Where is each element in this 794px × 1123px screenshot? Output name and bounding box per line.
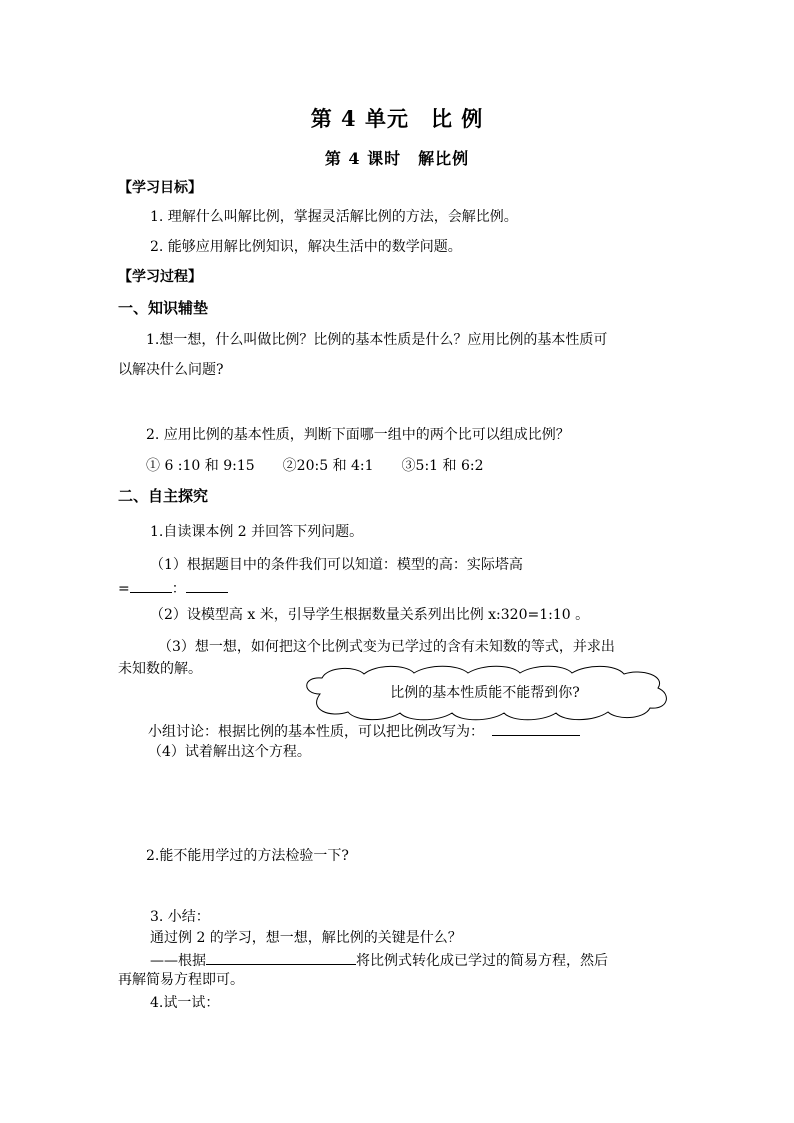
summary-prefix: ——根据 — [150, 953, 206, 969]
equals-sign: = — [118, 581, 130, 597]
part2-step3: 3. 小结： — [150, 909, 210, 925]
part2-step2: 2.能不能用学过的方法检验一下? — [146, 848, 349, 864]
part2-step1b: （2）设模型高 x 米，引导学生根据数量关系列出比例 x:320=1:10 。 — [150, 607, 590, 623]
hint-cloud-text: 比例的基本性质能不能帮到你? — [390, 685, 580, 701]
goal-item-2: 2. 能够应用解比例知识，解决生活中的数学问题。 — [150, 239, 462, 255]
ratio-blank-1[interactable] — [130, 580, 172, 593]
goals-heading: 【学习目标】 — [118, 180, 202, 196]
part2-step1c-line2: 未知数的解。 — [118, 661, 202, 677]
page-title: 第 4 单元 比 例 — [310, 106, 484, 131]
discussion-text: 小组讨论：根据比例的基本性质，可以把比例改写为： — [148, 724, 484, 740]
goal-item-1: 1. 理解什么叫解比例，掌握灵活解比例的方法，会解比例。 — [150, 209, 518, 225]
hint-cloud — [298, 664, 672, 722]
part2-step4: 4.试一试： — [150, 995, 220, 1011]
part2-heading: 二、自主探究 — [118, 487, 209, 505]
part1-q1-line1: 1.想一想，什么叫做比例？比例的基本性质是什么？应用比例的基本性质可 — [146, 332, 608, 348]
ratio-colon: ： — [171, 581, 186, 597]
process-heading: 【学习过程】 — [118, 269, 202, 285]
part1-q2: 2. 应用比例的基本性质，判断下面哪一组中的两个比可以组成比例？ — [146, 427, 570, 443]
part2-step1d: （4）试着解出这个方程。 — [148, 744, 311, 760]
summary-answer-line2: 再解简易方程即可。 — [118, 972, 244, 988]
ratio-blank-row — [118, 580, 228, 596]
summary-question: 通过例 2 的学习，想一想，解比例的关键是什么？ — [150, 930, 462, 946]
group-discussion — [148, 723, 580, 739]
summary-suffix: 将比例式转化成已学过的简易方程，然后 — [356, 953, 608, 969]
part2-step1: 1.自读课本例 2 并回答下列问题。 — [150, 524, 364, 540]
discussion-blank[interactable] — [492, 723, 580, 736]
summary-blank[interactable] — [206, 952, 356, 965]
part1-options: ① 6 :10 和 9:15 ②20:5 和 4:1 ③5:1 和 6:2 — [146, 458, 484, 474]
part1-heading: 一、知识辅垫 — [118, 299, 209, 317]
part1-q1-line2: 以解决什么问题? — [118, 362, 224, 378]
part2-step1a-line1: （1）根据题目中的条件我们可以知道：模型的高：实际塔高 — [150, 557, 523, 573]
ratio-blank-2[interactable] — [186, 580, 228, 593]
part2-step1c-line1: （3）想一想，如何把这个比例式变为已学过的含有未知数的等式，并求出 — [158, 639, 615, 655]
summary-answer-line1 — [150, 952, 608, 968]
lesson-subtitle: 第 4 课时 解比例 — [324, 149, 470, 168]
